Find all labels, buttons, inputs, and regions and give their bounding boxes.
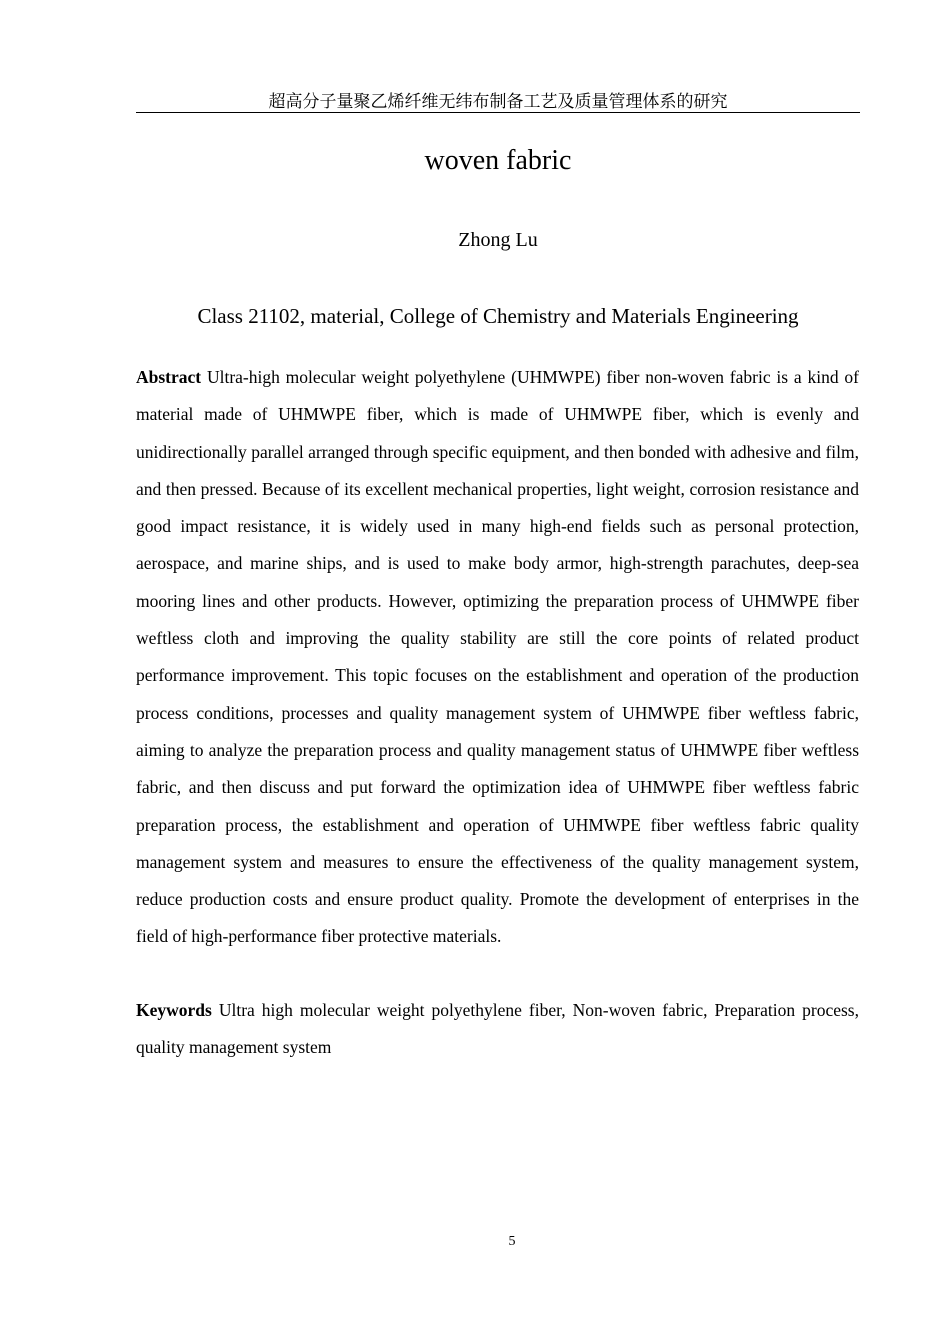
author-name: Zhong Lu (458, 229, 538, 251)
running-header: 超高分子量聚乙烯纤维无纬布制备工艺及质量管理体系的研究 (268, 92, 728, 112)
abstract-text: Ultra-high molecular weight polyethylene (UHMWPE) fiber non-woven fabric is a kind of material made of UHMWPE fiber, which is made of UHMWPE fiber, which is evenly and unidirectionally parallel arranged through specific equipment, and then bonded with adhesive and film, and then pressed. Because of its excellent mechanical properties, light weight, corrosion resistance and good impact resistance, it is widely used in many high-end fields such as personal protection, aerospace, and marine ships, and is used to make body armor, high-strength parachutes, deep-sea mooring lines and other products. However, optimizing the preparation process of UHMWPE fiber weftless cloth and improving the quality stability are still the core points of related product performance improvement. This topic focuses on the establishment and operation of the production process conditions, processes and quality management system of UHMWPE fiber weftless fabric, aiming to analyze the preparation process and quality management status of UHMWPE fiber weftless fabric, and then discuss and put forward the optimization idea of UHMWPE fiber weftless fabric preparation process, the establishment and operation of UHMWPE fiber weftless fabric quality management system and measures to ensure the effectiveness of the quality management system, reduce production costs and ensure product quality. Promote the development of enterprises in the field of high-performance fiber protective materials. (136, 367, 860, 947)
page-number: 5 (508, 1234, 516, 1249)
keywords-text: Ultra high molecular weight polyethylene fiber, Non-woven fabric, Preparation process, quality management system (136, 1000, 859, 1058)
abstract-label: Abstract (136, 367, 202, 387)
author-affiliation: Class 21102, material, College of Chemistry and Materials Engineering (197, 304, 799, 328)
abstract-paragraph (136, 359, 859, 956)
page-title: woven fabric (424, 145, 572, 176)
keywords-label: Keywords (136, 1000, 212, 1020)
keywords-paragraph (136, 992, 859, 1067)
header-rule (136, 112, 860, 113)
